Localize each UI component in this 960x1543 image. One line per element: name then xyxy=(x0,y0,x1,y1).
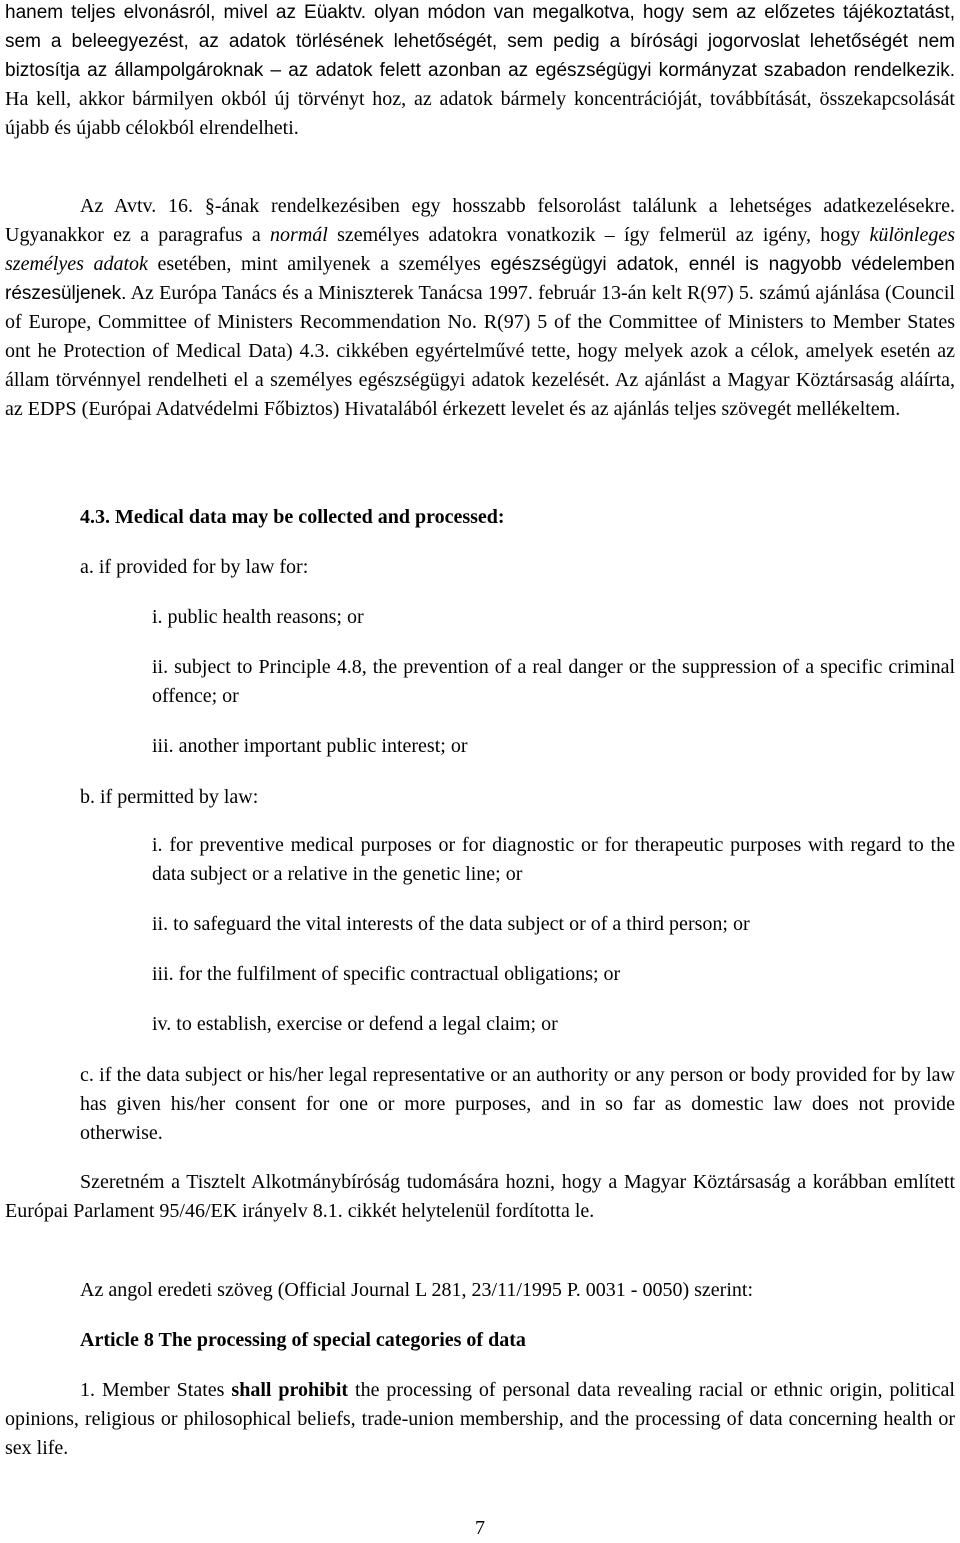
paragraph-intro xyxy=(5,0,955,143)
paragraph-avtv xyxy=(5,192,955,424)
page-number: 7 xyxy=(475,1517,485,1539)
recommendation-item-c: c. if the data subject or his/her legal representative or an authority or any person or body provided for by law has given his/her consent for one or more purposes, and in so far as domestic law does not provide otherwise. xyxy=(80,1064,955,1144)
recommendation-item-a-iii: iii. another important public interest; or xyxy=(152,735,468,757)
recommendation-item-b-iii: iii. for the fulfilment of specific contractual obligations; or xyxy=(152,963,621,985)
recommendation-heading: 4.3. Medical data may be collected and processed: xyxy=(80,506,505,528)
emphasis-normal: normál xyxy=(270,224,328,246)
recommendation-item-b: b. if permitted by law: xyxy=(80,786,259,808)
recommendation-item-b-i: i. for preventive medical purposes or for diagnostic or for therapeutic purposes with regard to the data subject or a relative in the genetic line; or xyxy=(152,834,955,885)
paragraph-translation-claim: Szeretném a Tisztelt Alkotmánybíróság tudomására hozni, hogy a Magyar Köztársaság a korábban említett Európai Parlament 95/46/EK irányelv 8.1. cikkét helytelenül fordította le. xyxy=(5,1171,955,1222)
emphasis-special-data: különleges személyes adatok xyxy=(5,224,955,275)
recommendation-item-a-i: i. public health reasons; or xyxy=(152,606,364,628)
article-paragraph-1-bold: shall prohibit xyxy=(231,1379,349,1401)
paragraph-intro-serif-text: Ha kell, akkor bármilyen okból új törvényt hoz, az adatok bármely koncentrációját, továbbítását, összekapcsolását újabb és újabb célokból elrendelheti. xyxy=(5,88,955,139)
paragraph-avtv-text-4: Az Európa Tanács és a Miniszterek Tanácsa 1997. február 13-án kelt R(97) 5. számú ajánlása (Council of Europe, Committee of Ministers Recommendation No. R(97) 5 of the Committee of Ministers to Member States ont he Protection of Medical Data) 4.3. cikkében egyértelművé tette, hogy melyek azok a célok, amelyek esetén az állam törvénnyel rendelheti el a személyes egészségügyi adatok kezelését. Az ajánlást a Magyar Köztársaság aláírta, az EDPS (Európai Adatvédelmi Főbiztos) Hivatalából érkezett levelet és az ajánlás teljes szövegét mellékeltem. xyxy=(5,282,955,420)
paragraph-avtv-text-3: esetében, mint amilyenek a személyes xyxy=(147,253,491,275)
paragraph-avtv-sans-text: egészségügyi adatok, ennél is nagyobb védelemben részesüljenek. xyxy=(5,254,955,304)
recommendation-item-b-iv: iv. to establish, exercise or defend a legal claim; or xyxy=(152,1013,558,1035)
recommendation-item-b-ii: ii. to safeguard the vital interests of the data subject or of a third person; or xyxy=(152,913,750,935)
article-heading: Article 8 The processing of special categories of data xyxy=(80,1329,526,1351)
paragraph-intro-sans-text: hanem teljes elvonásról, mivel az Eüaktv. olyan módon van megalkotva, hogy sem az előzetes tájékoztatást, sem a beleegyezést, az adatok törlésének lehetőségét, sem pedig a bírósági jogorvoslat lehetőségét nem biztosítja az állampolgároknak – az adatok felett azonban az egészségügyi kormányzat szabadon rendelkezik. xyxy=(5,2,955,81)
article-paragraph-1-pre: 1. Member States xyxy=(80,1379,232,1401)
article-paragraph-1 xyxy=(5,1376,955,1463)
paragraph-avtv-text-2: személyes adatokra vonatkozik – így felmerül az igény, hogy xyxy=(327,224,870,246)
paragraph-original-text-intro: Az angol eredeti szöveg (Official Journal L 281, 23/11/1995 P. 0031 - 0050) szerint: xyxy=(80,1279,753,1301)
paragraph-avtv-text-1: Az Avtv. 16. §-ának rendelkezésiben egy hosszabb felsorolást találunk a lehetséges adatkezelésekre. Ugyanakkor ez a paragrafus a xyxy=(5,195,955,246)
recommendation-item-a: a. if provided for by law for: xyxy=(80,556,309,578)
recommendation-item-a-ii: ii. subject to Principle 4.8, the prevention of a real danger or the suppression of a specific criminal offence; or xyxy=(152,656,955,707)
article-paragraph-1-post: the processing of personal data revealing racial or ethnic origin, political opinions, religious or philosophical beliefs, trade-union membership, and the processing of data concerning health or sex life. xyxy=(5,1379,955,1459)
